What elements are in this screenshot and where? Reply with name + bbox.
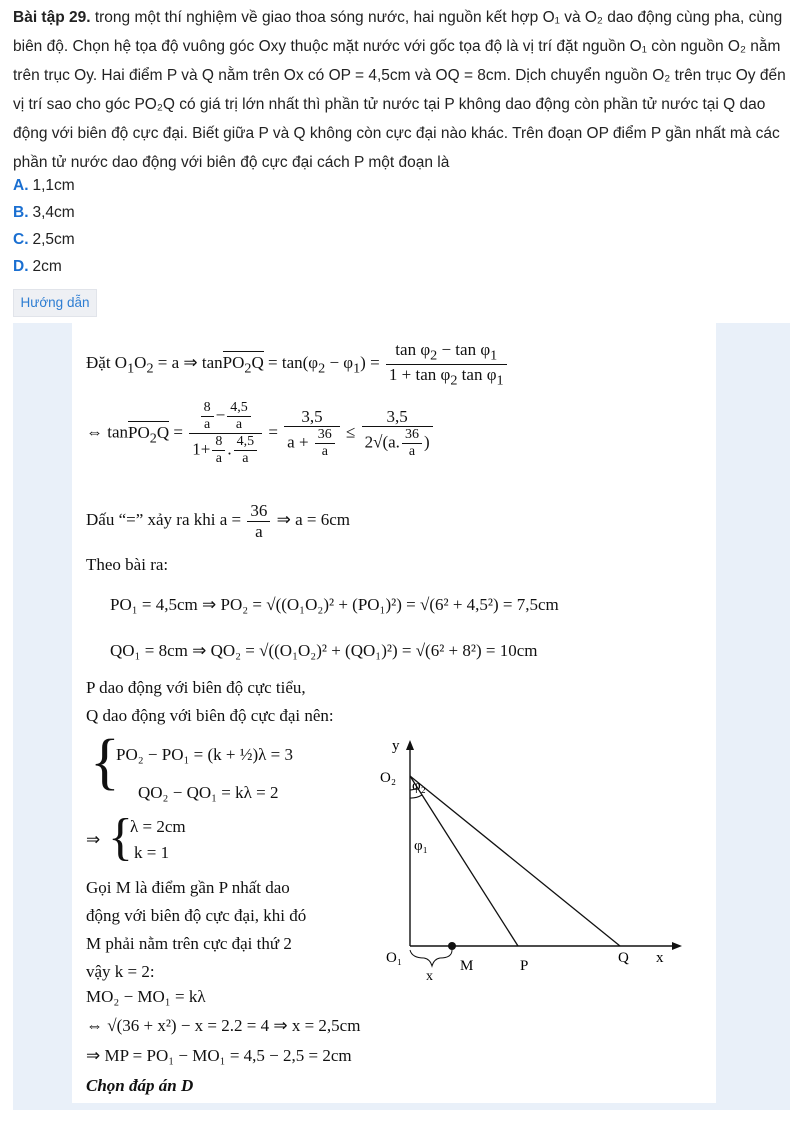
option-d[interactable]: [13, 253, 75, 280]
option-letter: D.: [13, 258, 29, 275]
y-axis-arrow: [406, 740, 414, 750]
solution-line-3: Dấu “=” xảy ra khi a = $\frac{36}{a}$ ⇒ a = 6cm: [86, 501, 351, 541]
system1-eq2: QO₂ − QO₁ = kλ = 2: [138, 783, 279, 802]
system1-eq1: PO₂ − PO₁ = (k + ½)λ = 3: [116, 745, 293, 764]
equality-condition: Dấu “=” xảy ra khi: [86, 509, 216, 529]
solution-line-5: PO₁ = 4,5cm ⇒ PO₂ = √((O₁O₂)² + (PO₁)²) = √(6² + 4,5²) = 7,5cm: [110, 595, 559, 614]
option-text: 3,4cm: [32, 204, 75, 221]
x-variable-label: x: [426, 969, 433, 984]
answer-options: [13, 172, 75, 280]
y-axis-label: y: [392, 738, 400, 754]
option-letter: B.: [13, 204, 29, 221]
option-c[interactable]: [13, 226, 75, 253]
point-m: [448, 942, 456, 950]
angle-arc-phi1: [410, 795, 422, 798]
system-brace: {: [108, 809, 133, 866]
solution-line-4: Theo bài ra:: [86, 555, 169, 574]
system2-eq1: λ = 2cm: [130, 817, 186, 836]
option-letter: C.: [13, 231, 29, 248]
problem-text: trong một thí nghiệm về giao thoa sóng nước, hai nguồn kết hợp O₁ và O₂ dao động cùng pha, cùng biên độ. Chọn hệ tọa độ vuông góc Oxy thuộc mặt nước với gốc tọa độ là vị trí đặt nguồn O₁ còn nguồn O₂ nằm trên trục Oy. Hai điểm P và Q nằm trên Ox có OP = 4,5cm và OQ = 8cm. Dịch chuyển nguồn O₂ trên trục Oy đến vị trí sao cho góc PO₂Q có giá trị lớn nhất thì phần tử nước tại P không dao động còn phần tử nước tại Q dao động với biên độ cực đại. Biết giữa P và Q không còn cực đại nào khác. Trên đoạn OP điểm P gần nhất mà các phần tử nước dao động với biên độ cực đại cách P một đoạn là: [13, 9, 786, 171]
solution-line-1: Đặt $O_1O_2 = a$ ⇒ tanPO$_2$Q = $\tan(\varphi_2 - \varphi_1)$ = $\frac{\tan \varphi_2 - \tan \varphi_1}{1 + \tan \varphi_2 \tan \varphi_1}$: [86, 340, 509, 388]
solution-line-8: Q dao động với biên độ cực đại nên:: [86, 706, 334, 725]
answer-line: Chọn đáp án D: [86, 1076, 194, 1095]
phi2-label: φ₂: [412, 778, 426, 794]
q-label: Q: [618, 950, 629, 966]
solution-line-7: P dao động với biên độ cực tiểu,: [86, 678, 306, 697]
geometry-diagram: [380, 738, 700, 988]
implies-arrow: ⇒: [86, 830, 101, 849]
equation-1: MO₂ − MO₁ = kλ: [86, 987, 206, 1006]
guide-button[interactable]: Hướng dẫn: [13, 289, 97, 317]
option-text: 2cm: [32, 258, 62, 275]
o1-label: O₁: [386, 950, 403, 966]
solution-line-2: ⇔ tanPO$_2$Q = $\frac{8}{a}$ − $\frac{4,5}{a}$ 1+ $\frac{8}{a}$ . $\frac{4,5}{a}$ = 3,5 a + $\frac{36}{a}$ ≤ 3,5 2√(a. $\frac{36}{a}$ ): [86, 400, 435, 467]
option-text: 1,1cm: [32, 177, 75, 194]
x-axis-label: x: [656, 950, 664, 966]
equation-2: ⇔ √(36 + x²) − x = 2.2 = 4 ⇒ x = 2,5cm: [86, 1016, 361, 1035]
line-o2-q: [410, 776, 620, 946]
problem-label: Bài tập 29.: [13, 9, 91, 26]
solution-intro: Đặt: [86, 353, 111, 373]
option-b[interactable]: [13, 199, 75, 226]
paragraph-line-4: vậy k = 2:: [86, 962, 155, 981]
x-brace: [410, 950, 452, 966]
equation-3: ⇒ MP = PO₁ − MO₁ = 4,5 − 2,5 = 2cm: [86, 1046, 352, 1065]
option-a[interactable]: [13, 172, 75, 199]
solution-line-6: QO₁ = 8cm ⇒ QO₂ = √((O₁O₂)² + (QO₁)²) = √(6² + 8²) = 10cm: [110, 641, 538, 660]
m-label: M: [460, 958, 474, 974]
system2-eq2: k = 1: [134, 843, 170, 862]
o2-label: O₂: [380, 770, 397, 786]
paragraph-line-3: M phải nằm trên cực đại thứ 2: [86, 934, 292, 953]
system-brace: {: [90, 728, 120, 796]
paragraph-line-1: Gọi M là điểm gần P nhất dao: [86, 878, 290, 897]
a-value: ⇒ a = 6cm: [276, 509, 351, 529]
x-axis-arrow: [672, 942, 682, 950]
option-letter: A.: [13, 177, 29, 194]
p-label: P: [520, 958, 529, 974]
problem-statement: [13, 3, 789, 177]
phi1-label: φ₁: [414, 838, 428, 854]
line-o2-p: [410, 776, 518, 946]
paragraph-line-2: động với biên độ cực đại, khi đó: [86, 906, 307, 925]
option-text: 2,5cm: [32, 231, 75, 248]
